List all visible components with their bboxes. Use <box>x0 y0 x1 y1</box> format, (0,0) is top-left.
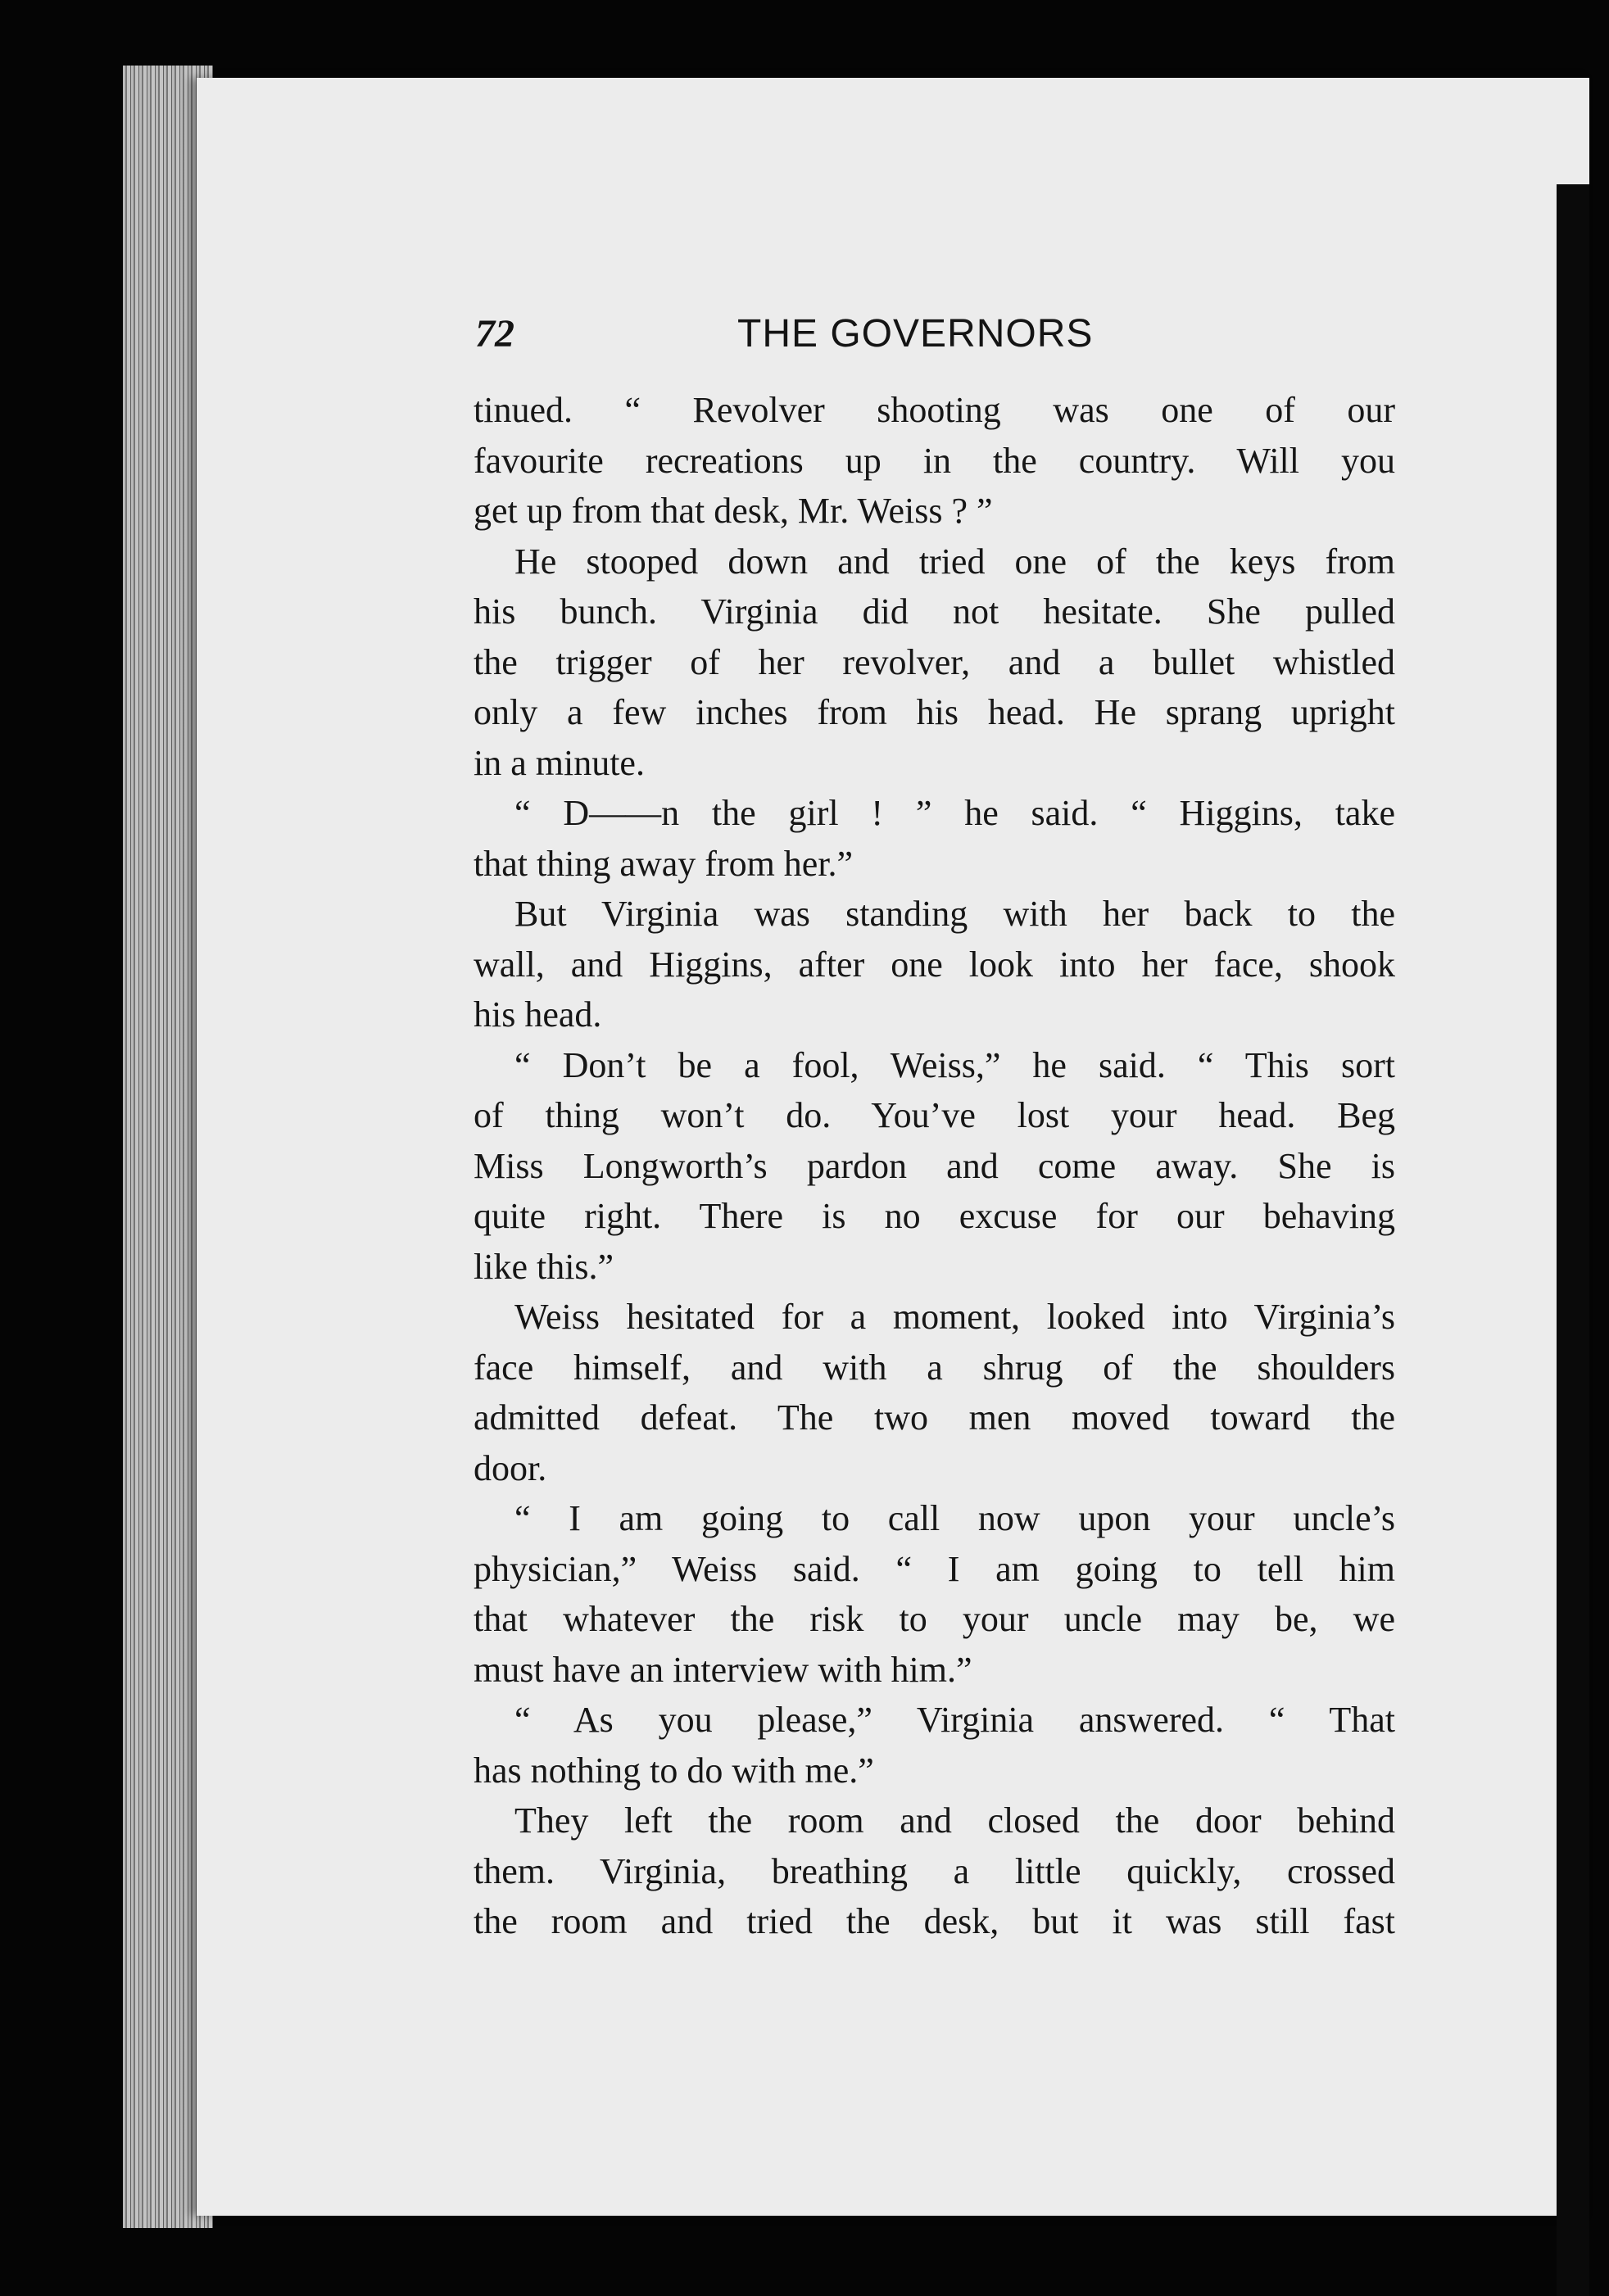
text-line: in a minute. <box>474 742 645 783</box>
text-line: only a few inches from his head. He sprang upright <box>474 692 1395 732</box>
text-line: must have an interview with him.” <box>474 1649 972 1690</box>
running-title: THE GOVERNORS <box>737 312 1094 355</box>
text-line: that whatever the risk to your uncle may be, we <box>474 1599 1395 1639</box>
text-line: But Virginia was standing with her back to the <box>514 894 1395 934</box>
text-line: face himself, and with a shrug of the shoulders <box>474 1347 1395 1388</box>
text-line: that thing away from her.” <box>474 843 854 884</box>
text-line: “ D——n the girl ! ” he said. “ Higgins, take <box>514 793 1395 833</box>
text-line: Weiss hesitated for a moment, looked into Virginia’s <box>514 1297 1395 1337</box>
text-line: door. <box>474 1447 547 1488</box>
text-line: “ I am going to call now upon your uncle’s <box>514 1498 1395 1538</box>
text-line: physician,” Weiss said. “ I am going to tell him <box>474 1548 1395 1589</box>
text-line: Miss Longworth’s pardon and come away. She is <box>474 1145 1395 1186</box>
text-line: his head. <box>474 994 602 1035</box>
text-line: the room and tried the desk, but it was still fast <box>474 1901 1395 1941</box>
text-line: “ As you please,” Virginia answered. “ That <box>514 1700 1395 1740</box>
body-text <box>474 385 1395 1947</box>
text-line: quite right. There is no excuse for our behaving <box>474 1196 1395 1236</box>
page-header <box>475 311 1393 369</box>
text-line: get up from that desk, Mr. Weiss ? ” <box>474 491 993 531</box>
text-line: tinued. “ Revolver shooting was one of our <box>474 390 1395 430</box>
text-line: They left the room and closed the door behind <box>514 1800 1395 1841</box>
page-number: 72 <box>475 312 514 355</box>
page-gutter-shadow <box>1557 184 1589 2296</box>
text-line: of thing won’t do. You’ve lost your head. Beg <box>474 1095 1395 1135</box>
text-line: wall, and Higgins, after one look into her face, shook <box>474 944 1395 985</box>
text-line: the trigger of her revolver, and a bullet whistled <box>474 641 1395 682</box>
text-line: his bunch. Virginia did not hesitate. She pulled <box>474 591 1395 632</box>
text-line: like this.” <box>474 1246 614 1287</box>
text-line: He stooped down and tried one of the keys from <box>514 541 1395 582</box>
text-line: admitted defeat. The two men moved toward the <box>474 1397 1395 1438</box>
text-line: favourite recreations up in the country. Will you <box>474 440 1395 481</box>
text-line: “ Don’t be a fool, Weiss,” he said. “ This sort <box>514 1044 1395 1085</box>
text-line: them. Virginia, breathing a little quickly, crossed <box>474 1850 1395 1891</box>
text-line: has nothing to do with me.” <box>474 1750 874 1791</box>
